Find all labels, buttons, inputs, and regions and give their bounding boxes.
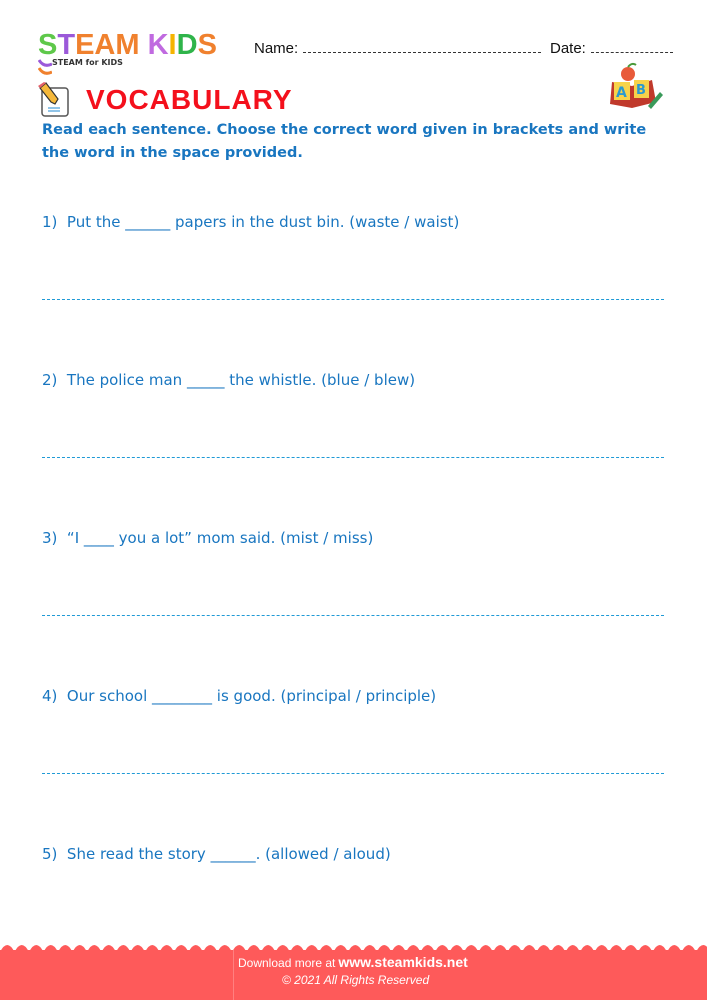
logo-letter: M: [115, 29, 140, 61]
download-text: Download more at: [238, 956, 336, 970]
instructions: Read each sentence. Choose the correct word given in brackets and write the word in the space provided.: [42, 122, 647, 161]
footer-download: [238, 954, 468, 970]
abc-book-icon: [604, 60, 664, 116]
logo-letter: [140, 29, 148, 61]
steam-kids-logo: [38, 29, 217, 67]
date-field[interactable]: [550, 40, 673, 57]
logo-wordmark: [38, 30, 217, 60]
answer-line-2[interactable]: [42, 457, 664, 458]
logo-letter: S: [38, 29, 58, 61]
question-5: 5) She read the story ______. (allowed / aloud): [42, 845, 391, 863]
logo-swoosh-icon: [38, 56, 52, 78]
question-2: 2) The police man _____ the whistle. (blue / blew): [42, 371, 416, 389]
question-4: 4) Our school ________ is good. (principal / principle): [42, 687, 437, 705]
logo-letter: T: [57, 29, 76, 61]
answer-line-4[interactable]: [42, 773, 664, 774]
date-line[interactable]: [591, 42, 673, 53]
pencil-paper-icon: [36, 82, 72, 118]
date-label: Date:: [550, 40, 586, 57]
copyright: © 2021 All Rights Reserved: [282, 973, 430, 987]
name-line[interactable]: [303, 42, 541, 53]
answer-line-3[interactable]: [42, 615, 664, 616]
logo-letter: A: [94, 29, 116, 61]
footer-divider: [233, 950, 234, 1000]
footer: [0, 950, 707, 1000]
svg-text:A: A: [616, 85, 627, 101]
logo-letter: E: [75, 29, 95, 61]
website-link[interactable]: www.steamkids.net: [338, 954, 468, 970]
name-label: Name:: [254, 40, 299, 57]
logo-letter: I: [168, 29, 177, 61]
logo-letter: D: [176, 29, 198, 61]
logo-letter: K: [147, 29, 169, 61]
question-3: 3) “I ____ you a lot” mom said. (mist / miss): [42, 529, 374, 547]
page-title: VOCABULARY: [86, 84, 293, 115]
logo-tagline: STEAM for KIDS: [52, 58, 123, 67]
question-1: 1) Put the ______ papers in the dust bin. (waste / waist): [42, 213, 460, 231]
answer-line-1[interactable]: [42, 299, 664, 300]
svg-text:B: B: [636, 83, 646, 98]
logo-letter: S: [197, 29, 217, 61]
name-field[interactable]: [254, 40, 541, 57]
